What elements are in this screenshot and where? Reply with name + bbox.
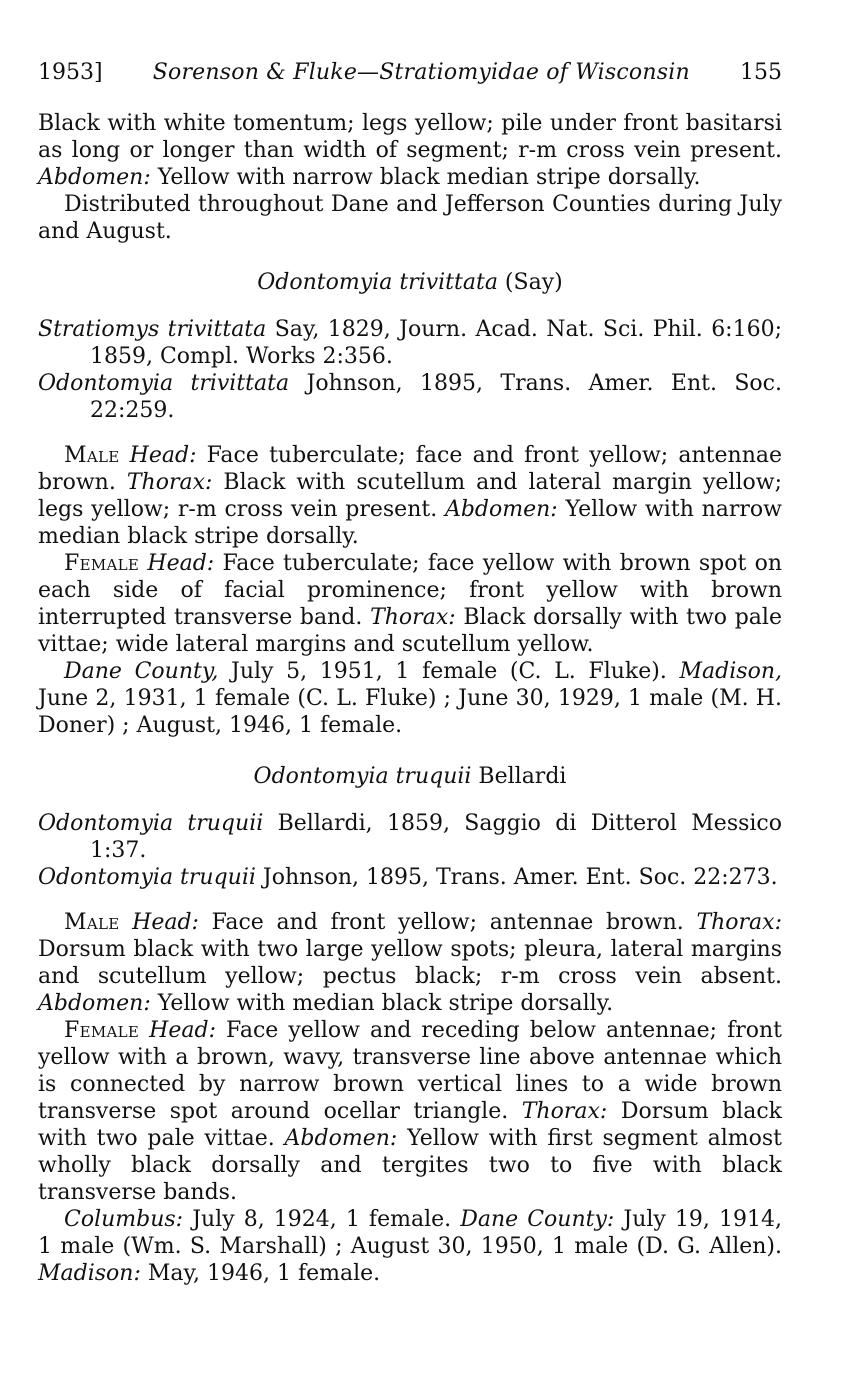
- species-author: (Say): [497, 270, 563, 295]
- intro-text-b: Yellow with narrow black median stripe dorsally.: [150, 165, 701, 190]
- header-year: 1953]: [38, 60, 103, 85]
- description-text: Black with scutellum and lateral margin yellow; legs yellow; r-m cross vein present.: [38, 470, 782, 522]
- abdomen-label: Abdomen:: [444, 497, 558, 522]
- synonym-entry: [38, 370, 782, 424]
- abdomen-label: Abdomen:: [38, 991, 151, 1016]
- male-description-trivittata: [38, 442, 782, 550]
- thorax-label: Thorax:: [126, 470, 213, 495]
- running-header: [38, 58, 782, 88]
- synonymy-trivittata: [38, 316, 782, 424]
- description-text: Black dorsally with two pale vittae; wide lateral margins and scutellum yellow.: [38, 605, 782, 657]
- synonym-entry: [38, 810, 782, 864]
- locality: Dane County,: [64, 659, 219, 684]
- synonym-reference: Johnson, 1895, Trans. Amer. Ent. Soc. 22:259.: [90, 371, 782, 423]
- thorax-label: Thorax:: [370, 605, 456, 630]
- locality: Madison,: [679, 659, 782, 684]
- species-name: Odontomyia truquii: [253, 764, 472, 789]
- description-text: Face and front yellow; antennae brown.: [198, 910, 697, 935]
- synonymy-truquii: [38, 810, 782, 891]
- synonym-name: Stratiomys trivittata: [38, 317, 267, 342]
- description-text: Dorsum black with two pale vittae.: [38, 1099, 782, 1151]
- species-name: Odontomyia trivittata: [257, 270, 498, 295]
- intro-abdomen-label: Abdomen:: [38, 165, 151, 190]
- thorax-label: Thorax:: [696, 910, 782, 935]
- record-text: July 8, 1924, 1 female.: [183, 1207, 461, 1232]
- locality: Dane County:: [460, 1207, 615, 1232]
- sex-label: Male: [64, 910, 120, 935]
- page-number: 155: [739, 60, 782, 85]
- description-text: Dorsum black with two large yellow spots; pleura, lateral margins and scutellum yellow; pectus black; r-m cross vein absent.: [38, 937, 782, 989]
- header-title: Sorenson & Fluke—Stratiomyidae of Wisconsin: [152, 60, 690, 85]
- female-description-trivittata: [38, 550, 782, 658]
- synonym-name: Odontomyia truquii: [38, 811, 264, 836]
- sex-label: Female: [64, 1018, 140, 1043]
- records-trivittata: [38, 658, 782, 739]
- species-author: Bellardi: [471, 764, 567, 789]
- synonym-reference: Bellardi, 1859, Saggio di Ditterol Messico 1:37.: [90, 811, 782, 863]
- thorax-label: Thorax:: [521, 1099, 608, 1124]
- sex-label: Female: [64, 551, 140, 576]
- female-description-truquii: [38, 1017, 782, 1206]
- synonym-reference: Say, 1829, Journ. Acad. Nat. Sci. Phil. 6:160; 1859, Compl. Works 2:356.: [90, 317, 783, 369]
- species-heading-trivittata: [38, 269, 782, 296]
- description-text: Face yellow and receding below antennae; front yellow with a brown, wavy, transverse line above antennae which is connected by narrow brown vertical lines to a wide brown transverse spot around ocellar triangle.: [38, 1018, 782, 1124]
- record-text: June 2, 1931, 1 female (C. L. Fluke) ; June 30, 1929, 1 male (M. H. Doner) ; August, 1946, 1 female.: [38, 686, 782, 738]
- synonym-entry: [38, 316, 782, 370]
- description-text: Face tuberculate; face yellow with brown spot on each side of facial prominence; front yellow with brown interrupted transverse band.: [38, 551, 782, 630]
- head-label: Head:: [139, 1018, 216, 1043]
- description-text: Yellow with narrow median black stripe dorsally.: [38, 497, 782, 549]
- head-label: Head:: [119, 443, 197, 468]
- synonym-entry: [38, 864, 782, 891]
- abdomen-label: Abdomen:: [284, 1126, 398, 1151]
- head-label: Head:: [139, 551, 215, 576]
- description-text: Yellow with first segment almost wholly black dorsally and tergites two to five with black transverse bands.: [38, 1126, 782, 1205]
- synonym-name: Odontomyia truquii: [38, 865, 256, 890]
- distribution-paragraph: Distributed throughout Dane and Jefferson Counties during July and August.: [38, 192, 782, 244]
- record-text: July 5, 1951, 1 female (C. L. Fluke).: [218, 659, 680, 684]
- sex-label: Male: [64, 443, 120, 468]
- male-description-truquii: [38, 909, 782, 1017]
- intro-text-a: Black with white tomentum; legs yellow; pile under front basitarsi as long or longer than width of segment; r-m cross vein present.: [38, 111, 782, 163]
- record-text: July 19, 1914, 1 male (Wm. S. Marshall) ; August 30, 1950, 1 male (D. G. Allen).: [38, 1207, 782, 1259]
- locality: Columbus:: [64, 1207, 184, 1232]
- record-text: May, 1946, 1 female.: [140, 1261, 381, 1286]
- description-text: Yellow with median black stripe dorsally.: [150, 991, 614, 1016]
- synonym-reference: Johnson, 1895, Trans. Amer. Ent. Soc. 22:273.: [255, 865, 778, 890]
- head-label: Head:: [119, 910, 199, 935]
- synonym-name: Odontomyia trivittata: [38, 371, 290, 396]
- species-heading-truquii: [38, 763, 782, 790]
- description-text: Face tuberculate; face and front yellow; antennae brown.: [38, 443, 783, 495]
- locality: Madison:: [38, 1261, 141, 1286]
- intro-paragraph: [38, 110, 782, 191]
- records-truquii: [38, 1206, 782, 1287]
